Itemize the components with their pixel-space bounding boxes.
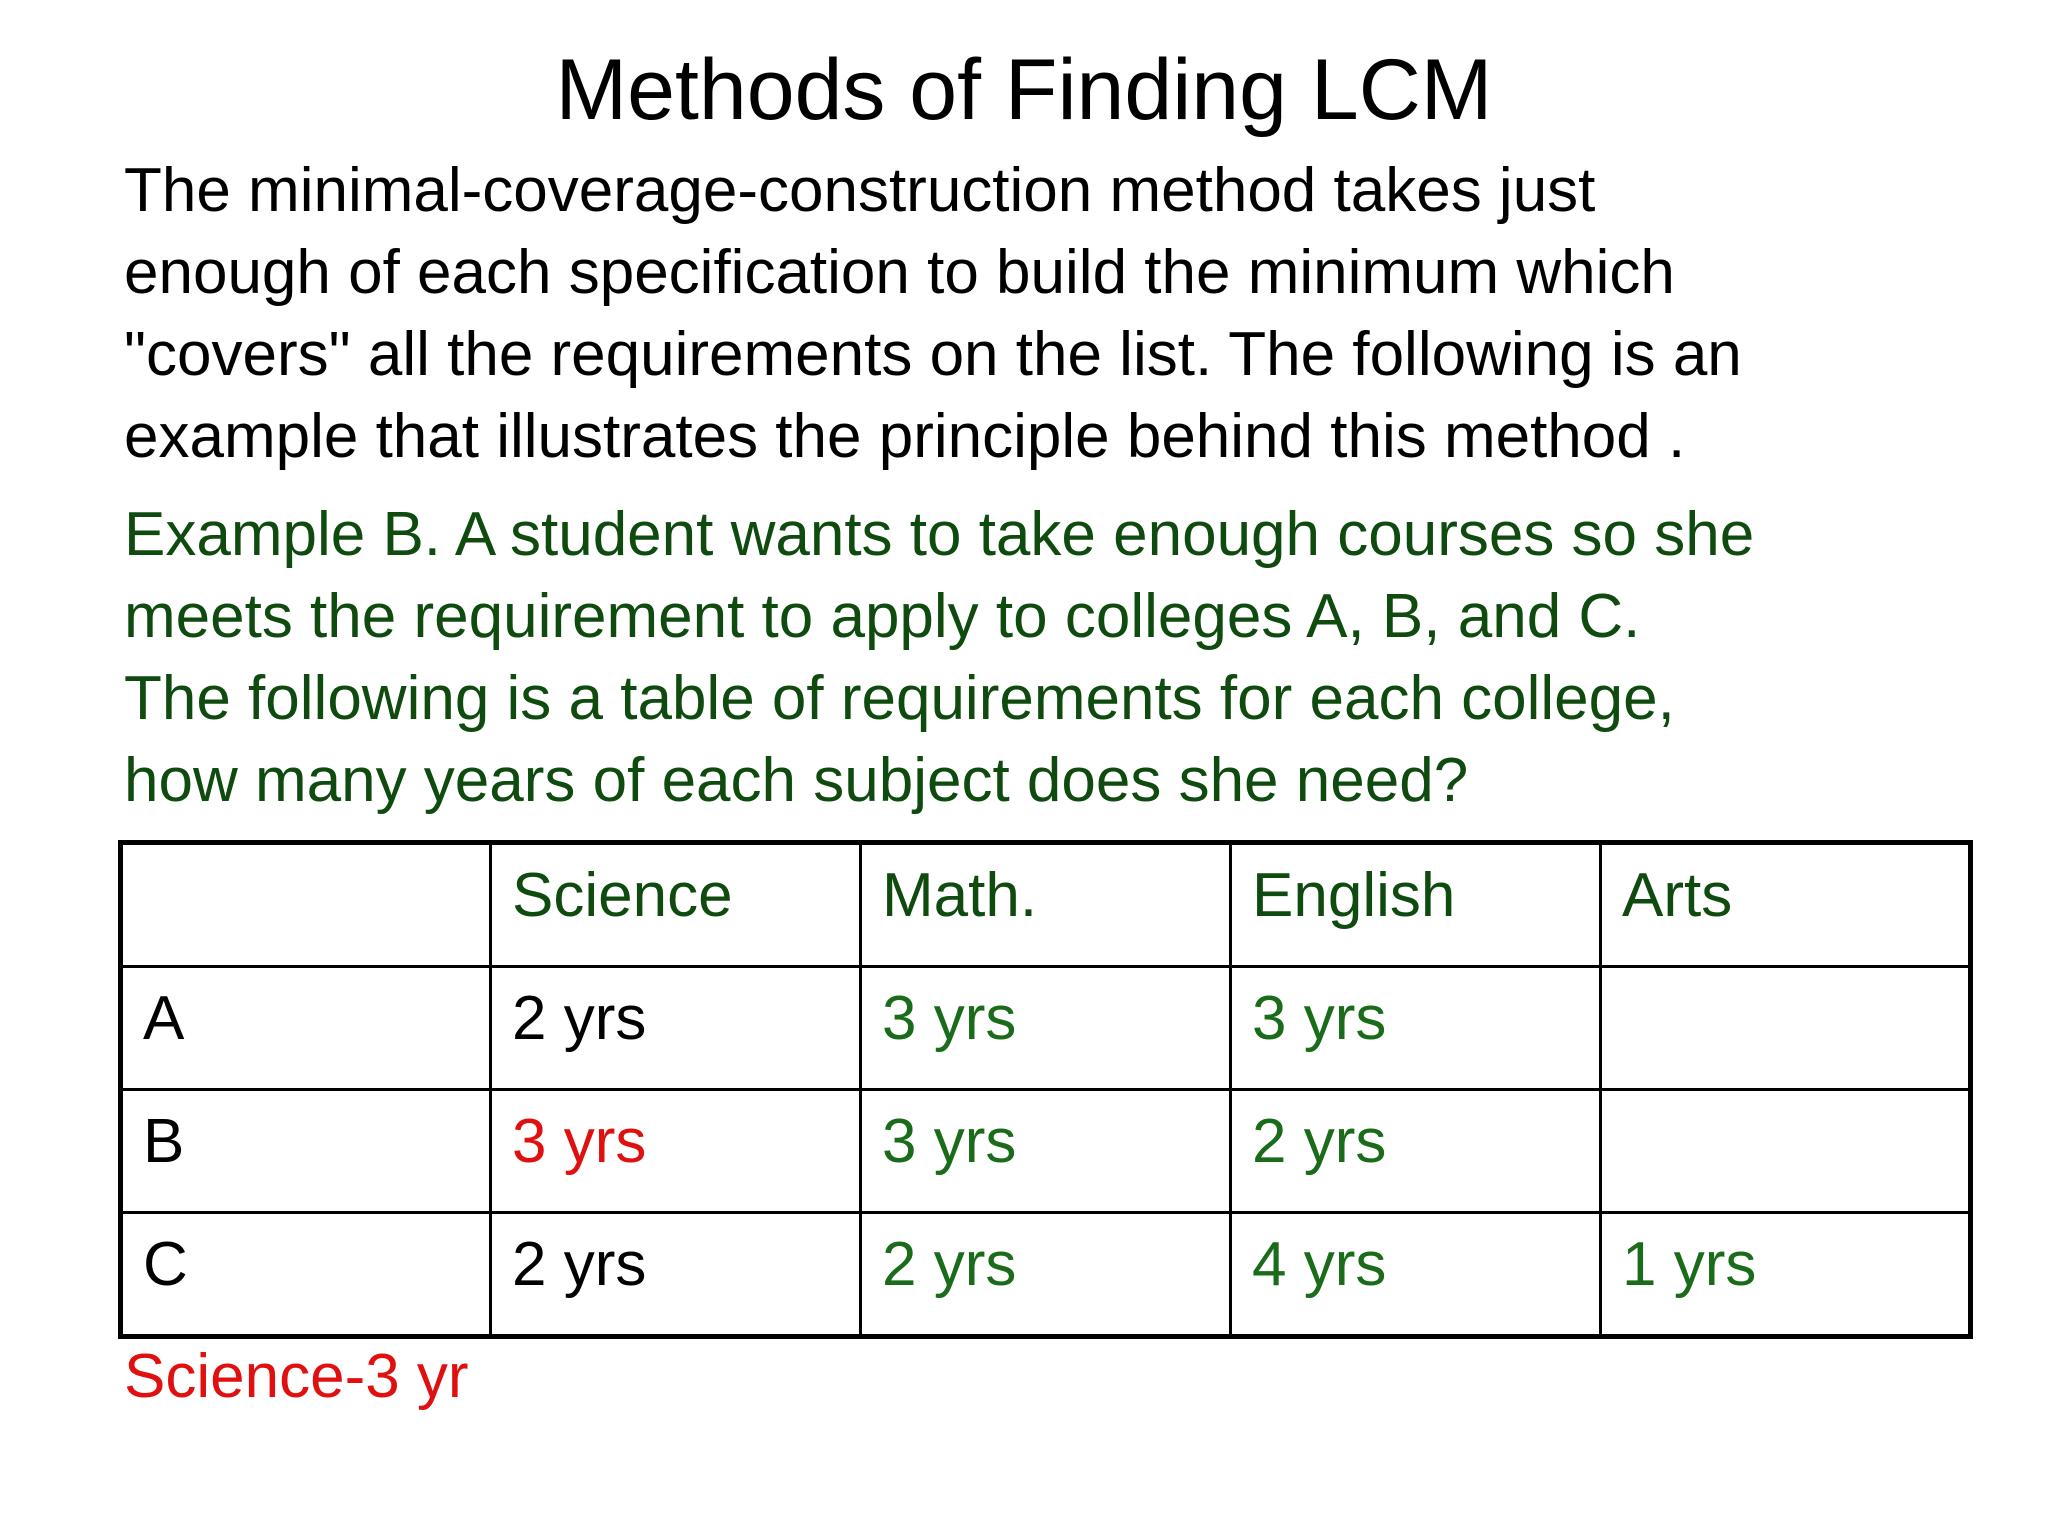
cell-a-english: 3 yrs <box>1231 967 1601 1090</box>
cell-a-math: 3 yrs <box>861 967 1231 1090</box>
cell-a-science: 2 yrs <box>491 967 861 1090</box>
requirements-table <box>118 840 1973 1339</box>
cell-b-math: 3 yrs <box>861 1090 1231 1213</box>
intro-line: The minimal-coverage-construction method takes just <box>124 156 1596 225</box>
example-line: how many years of each subject does she need? <box>124 746 1469 815</box>
header-cell-empty <box>121 843 491 967</box>
cell-c-english: 4 yrs <box>1231 1213 1601 1337</box>
answer-note: Science-3 yr <box>124 1342 469 1411</box>
example-line: meets the requirement to apply to colleges A, B, and C. <box>124 582 1641 651</box>
header-cell-english: English <box>1231 843 1601 967</box>
example-line: Example B. A student wants to take enough courses so she <box>124 500 1755 569</box>
table-header-row <box>121 843 1971 967</box>
intro-paragraph <box>124 150 2004 478</box>
example-paragraph <box>124 494 2004 822</box>
example-line: The following is a table of requirements for each college, <box>124 664 1675 733</box>
slide-title: Methods of Finding LCM <box>555 42 1493 138</box>
cell-c-arts: 1 yrs <box>1601 1213 1971 1337</box>
row-label-a: A <box>121 967 491 1090</box>
table-row <box>121 1090 1971 1213</box>
header-cell-science: Science <box>491 843 861 967</box>
row-label-b: B <box>121 1090 491 1213</box>
cell-a-arts <box>1601 967 1971 1090</box>
table-row <box>121 967 1971 1090</box>
intro-line: enough of each specification to build the minimum which <box>124 238 1675 307</box>
cell-b-english: 2 yrs <box>1231 1090 1601 1213</box>
table-row <box>121 1213 1971 1337</box>
cell-b-arts <box>1601 1090 1971 1213</box>
cell-c-math: 2 yrs <box>861 1213 1231 1337</box>
intro-line: "covers" all the requirements on the list. The following is an <box>124 320 1742 389</box>
cell-c-science: 2 yrs <box>491 1213 861 1337</box>
header-cell-arts: Arts <box>1601 843 1971 967</box>
intro-line: example that illustrates the principle behind this method . <box>124 402 1686 471</box>
row-label-c: C <box>121 1213 491 1337</box>
cell-b-science: 3 yrs <box>491 1090 861 1213</box>
header-cell-math: Math. <box>861 843 1231 967</box>
